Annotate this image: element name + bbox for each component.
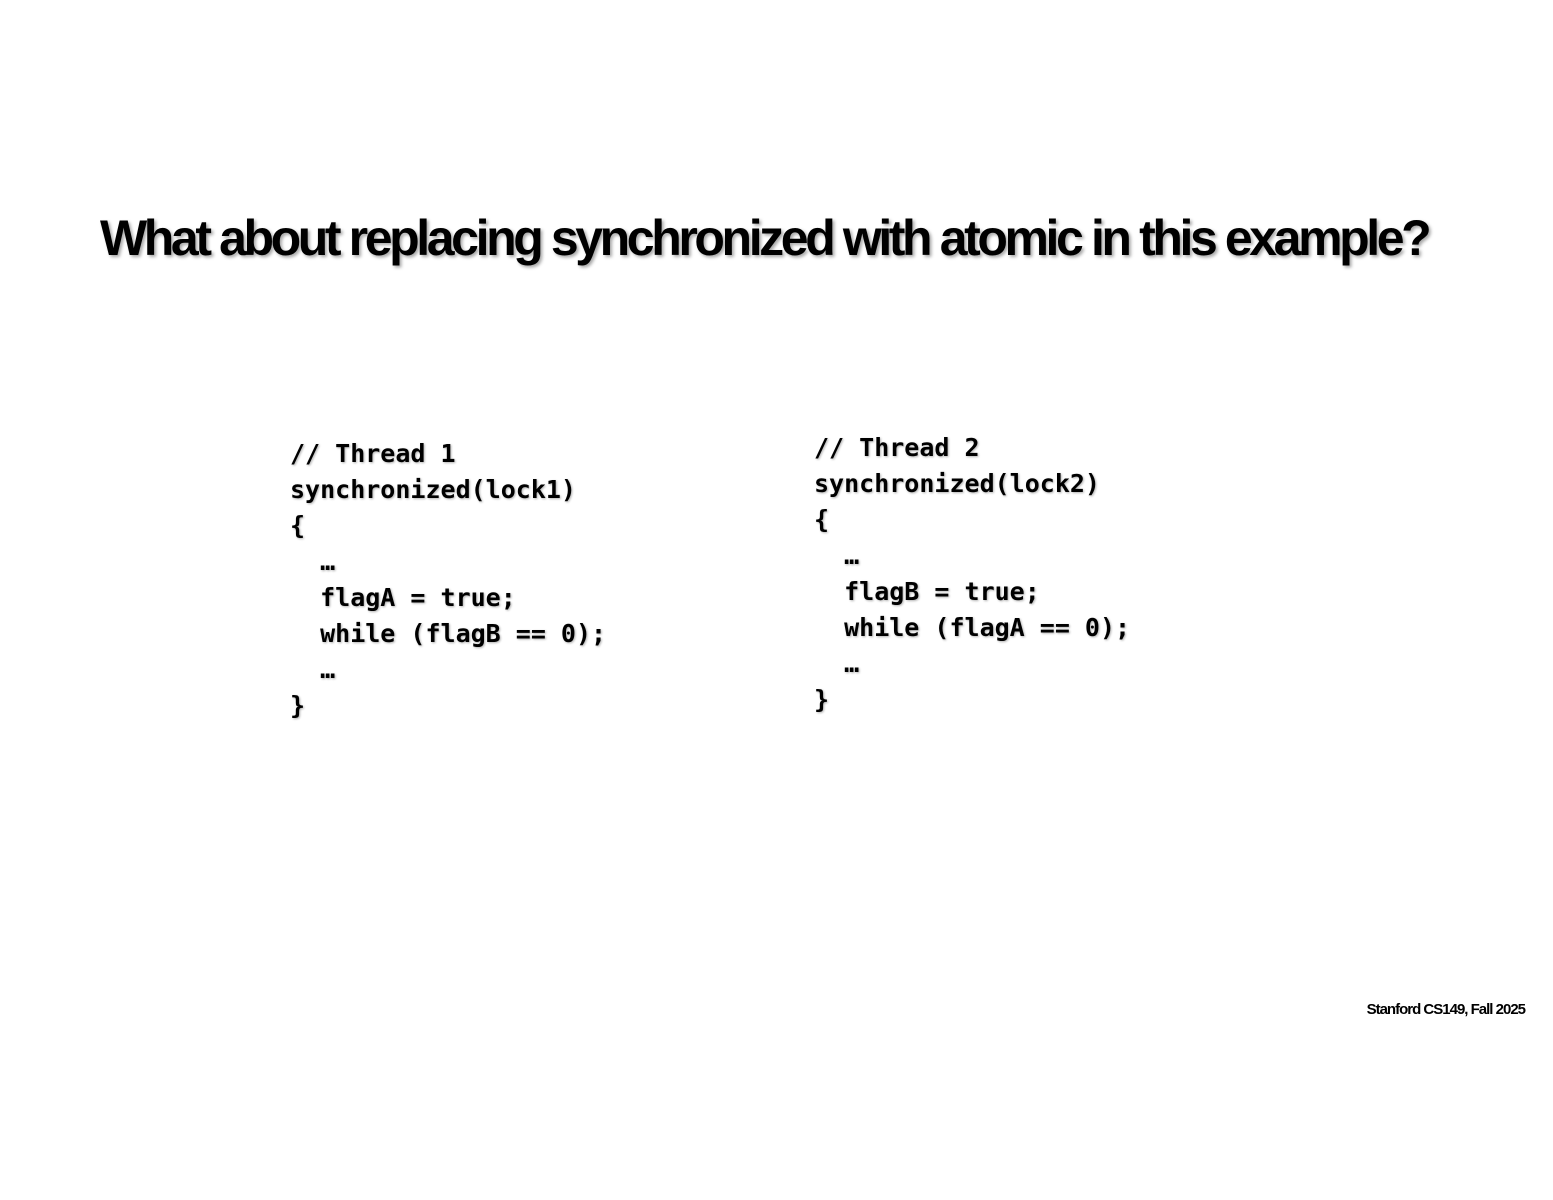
- slide-footer: Stanford CS149, Fall 2025: [1366, 1001, 1525, 1018]
- code-line: while (flagB == 0);: [290, 619, 607, 648]
- code-line: // Thread 2: [814, 433, 980, 462]
- code-line: synchronized(lock2): [814, 469, 1100, 498]
- code-line: {: [814, 505, 830, 534]
- code-line: …: [290, 547, 336, 576]
- code-line: }: [814, 685, 830, 714]
- code-line: synchronized(lock1): [290, 475, 576, 504]
- slide-title: What about replacing synchronized with atomic in this example?: [100, 210, 1429, 266]
- code-line: {: [290, 511, 306, 540]
- code-line: }: [290, 691, 306, 720]
- code-line: …: [814, 649, 860, 678]
- code-line: while (flagA == 0);: [814, 613, 1131, 642]
- thread-2-code-block: [814, 430, 1130, 718]
- code-line: flagA = true;: [290, 583, 516, 612]
- thread-1-code-block: [290, 436, 606, 724]
- code-line: …: [290, 655, 336, 684]
- code-line: flagB = true;: [814, 577, 1040, 606]
- code-line: // Thread 1: [290, 439, 456, 468]
- code-line: …: [814, 541, 860, 570]
